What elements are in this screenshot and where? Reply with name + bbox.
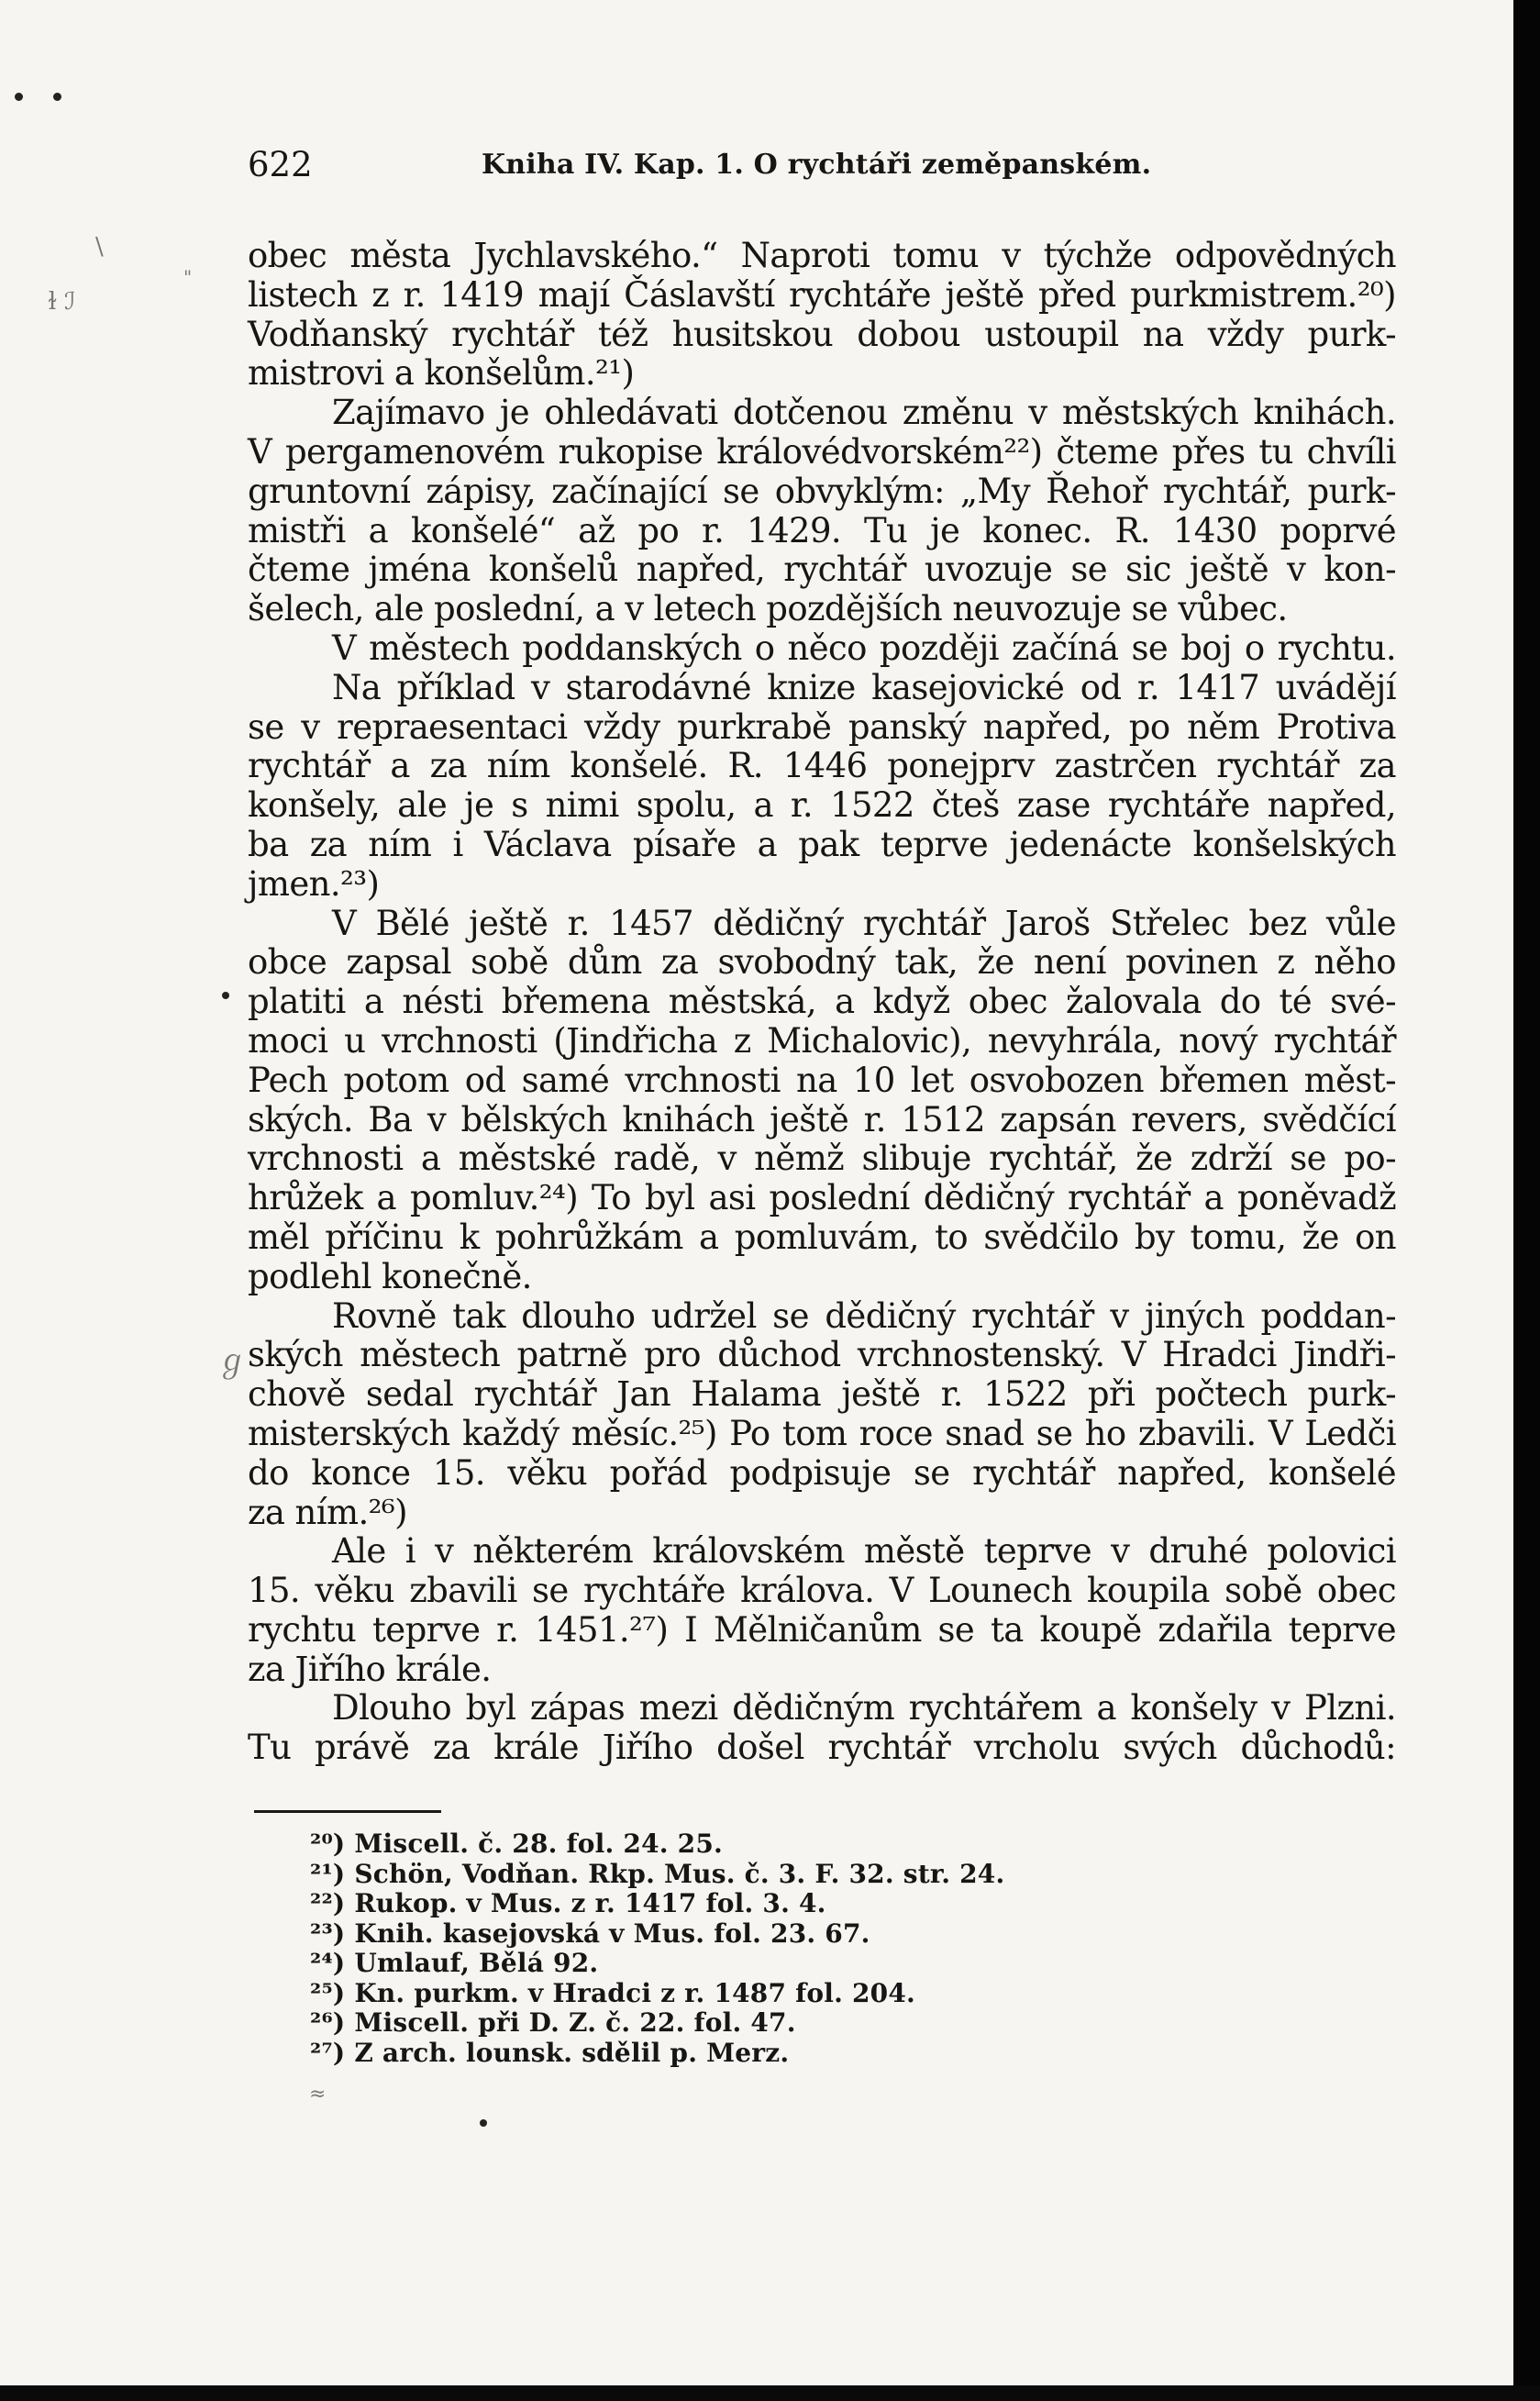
text-line: Tu právě za krále Jiřího došel rychtář vrcholu svých důchodů:	[248, 1728, 1396, 1768]
footnote: ²³) Knih. kasejovská v Mus. fol. 23. 67.	[310, 1917, 870, 1949]
page-header	[248, 145, 1403, 191]
text-line: vrchnosti a městské radě, v němž slibuje rychtář, že zdrží se po-	[248, 1139, 1396, 1179]
footnote: ²⁰) Miscell. č. 28. fol. 24. 25.	[310, 1829, 723, 1859]
footnote: ²⁴) Umlauf, Bělá 92.	[310, 1948, 599, 1978]
text-line: za Jiřího krále.	[248, 1649, 492, 1689]
text-line: do konce 15. věku pořád podpisuje se rychtář napřed, konšelé	[248, 1452, 1396, 1493]
text-line: Vodňanský rychtář též husitskou dobou ustoupil na vždy purk-	[248, 314, 1396, 354]
text-line: listech z r. 1419 mají Čáslavští rychtáře ještě před purkmistrem.²⁰)	[248, 274, 1396, 315]
scan-speck	[53, 93, 61, 101]
scan-speck	[15, 93, 23, 101]
text-line: Pech potom od samé vrchnosti na 10 let osvobozen břemen měst-	[248, 1060, 1396, 1100]
margin-pencil-mark: ℊ	[216, 1343, 248, 1380]
footnote: ²⁶) Miscell. při D. Z. č. 22. fol. 47.	[310, 2007, 796, 2038]
scan-speck	[480, 2119, 487, 2127]
text-line: Zajímavo je ohledávati dotčenou změnu v městských knihách.	[332, 393, 1396, 433]
text-line: ských. Ba v bělských knihách ještě r. 1512 zapsán revers, svědčící	[248, 1099, 1396, 1139]
text-line: Dlouho byl zápas mezi dědičným rychtářem a konšely v Plzni.	[332, 1688, 1396, 1728]
text-line: mistrovi a konšelům.²¹)	[248, 353, 635, 394]
margin-pencil-mark: \	[95, 233, 104, 261]
body-text	[248, 237, 1396, 1768]
margin-pencil-mark: "	[183, 266, 193, 288]
text-line: se v repraesentaci vždy purkrabě panský napřed, po něm Protiva	[248, 706, 1396, 747]
margin-pencil-mark: ɫ ℐ	[48, 288, 76, 316]
text-line: gruntovní zápisy, začínající se obvyklým: „My Řehoř rychtář, purk-	[248, 471, 1396, 511]
footnotes	[310, 1829, 1136, 2068]
text-line: šelech, ale poslední, a v letech pozdějších neuvozuje se vůbec.	[248, 589, 1288, 629]
text-line: měl příčinu k pohrůžkám a pomluvám, to svědčilo by tomu, že on	[248, 1217, 1396, 1257]
footnote: ²¹) Schön, Vodňan. Rkp. Mus. č. 3. F. 32. str. 24.	[310, 1858, 1005, 1889]
running-head: Kniha IV. Kap. 1. O rychtáři zeměpanském.	[482, 149, 1152, 181]
text-line: Na příklad v starodávné knize kasejovické od r. 1417 uvádějí	[332, 667, 1396, 707]
text-line: hrůžek a pomluv.²⁴) To byl asi poslední dědičný rychtář a poněvadž	[248, 1178, 1396, 1218]
text-line: jmen.²³)	[248, 863, 380, 904]
text-line: mistři a konšelé“ až po r. 1429. Tu je konec. R. 1430 poprvé	[248, 510, 1396, 550]
text-line: misterských každý měsíc.²⁵) Po tom roce snad se ho zbavili. V Ledči	[248, 1413, 1396, 1453]
footnote: ²⁷) Z arch. lounsk. sdělil p. Merz.	[310, 2037, 790, 2068]
footnote: ²²) Rukop. v Mus. z r. 1417 fol. 3. 4.	[310, 1888, 826, 1918]
text-line: Ale i v některém královském městě teprve v druhé polovici	[332, 1531, 1396, 1572]
text-line: V pergamenovém rukopise královédvorském²²) čteme přes tu chvíli	[248, 431, 1396, 472]
text-line: Rovně tak dlouho udržel se dědičný rychtář v jiných poddan-	[332, 1295, 1396, 1336]
scan-border-right	[1513, 0, 1540, 2401]
text-line: ba za ním i Václava písaře a pak teprve jedenácte konšelských	[248, 824, 1396, 864]
text-line: konšely, ale je s nimi spolu, a r. 1522 čteš zase rychtáře napřed,	[248, 785, 1396, 826]
text-line: rychtu teprve r. 1451.²⁷) I Mělničanům se ta koupě zdařila teprve	[248, 1609, 1396, 1650]
text-line: chově sedal rychtář Jan Halama ještě r. 1522 při počtech purk-	[248, 1374, 1396, 1415]
text-line: platiti a nésti břemena městská, a když obec žalovala do té své-	[248, 982, 1396, 1022]
text-line: V Bělé ještě r. 1457 dědičný rychtář Jaroš Střelec bez vůle	[332, 903, 1396, 943]
scan-speck	[222, 992, 229, 999]
page-number: 622	[248, 145, 313, 184]
scan-border-bottom	[0, 2385, 1540, 2401]
text-line: moci u vrchnosti (Jindřicha z Michalovic), nevyhrála, nový rychtář	[248, 1020, 1396, 1061]
footnote-divider	[254, 1810, 441, 1813]
text-line: obec města Jychlavského.“ Naproti tomu v týchže odpovědných	[248, 236, 1396, 275]
footnote: ²⁵) Kn. purkm. v Hradci z r. 1487 fol. 204.	[310, 1977, 915, 2008]
text-line: za ním.²⁶)	[248, 1492, 407, 1532]
text-line: V městech poddanských o něco později začíná se boj o rychtu.	[332, 628, 1396, 668]
text-line: ských městech patrně pro důchod vrchnostenský. V Hradci Jindři-	[248, 1335, 1396, 1375]
text-line: obce zapsal sobě dům za svobodný tak, že není povinen z něho	[248, 942, 1396, 983]
margin-pencil-mark: ≈	[309, 2083, 327, 2106]
text-line: čteme jména konšelů napřed, rychtář uvozuje se sic ještě v kon-	[248, 550, 1396, 590]
text-line: podlehl konečně.	[248, 1256, 532, 1296]
text-line: 15. věku zbavili se rychtáře králova. V Lounech koupila sobě obec	[248, 1571, 1396, 1611]
text-line: rychtář a za ním konšelé. R. 1446 ponejprv zastrčen rychtář za	[248, 746, 1396, 786]
